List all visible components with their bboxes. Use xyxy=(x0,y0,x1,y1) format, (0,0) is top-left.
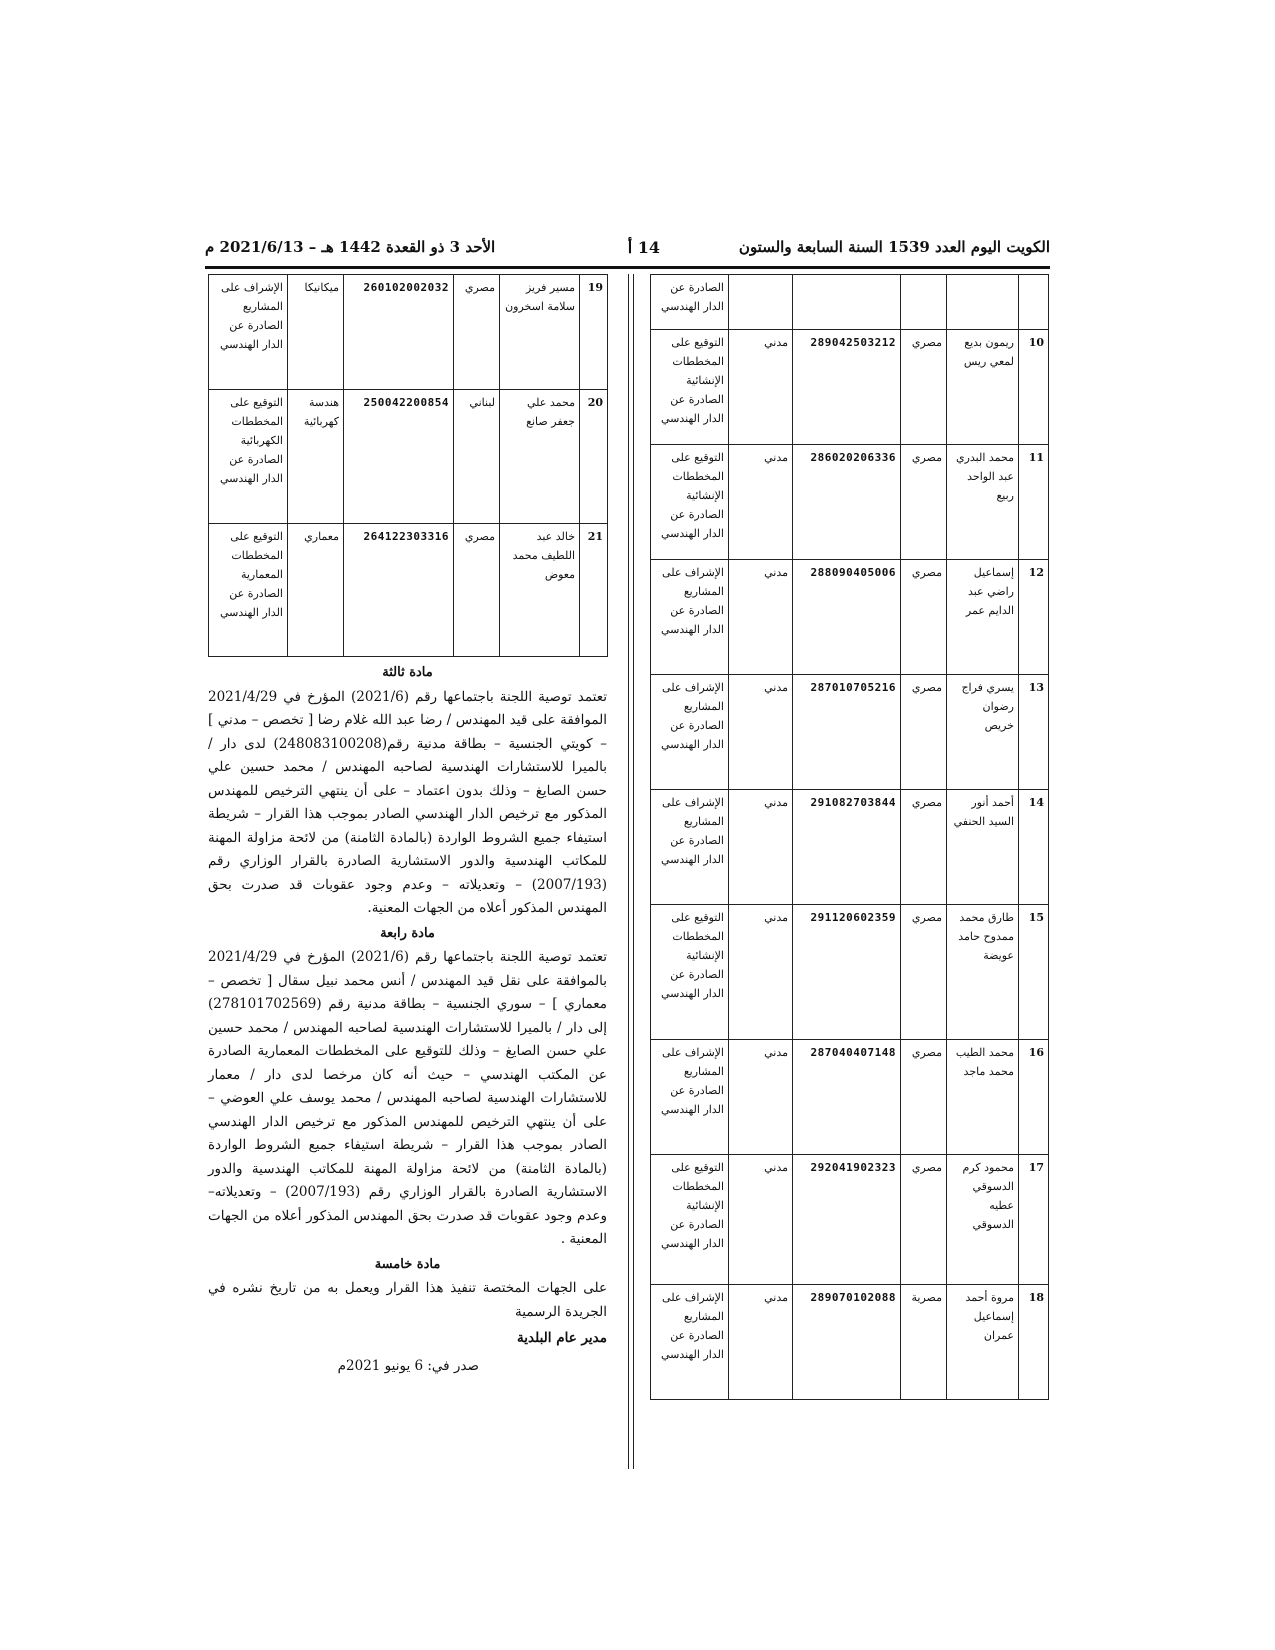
engineer-name: محمد علي جعفر صانع xyxy=(500,390,580,524)
specialty: ميكانيكا xyxy=(288,275,344,390)
issued-date-line xyxy=(208,1358,607,1374)
table-row xyxy=(651,790,1049,905)
engineer-name: أحمد أنور السيد الحنفي xyxy=(947,790,1019,905)
job-description: الإشراف على المشاريع الصادرة عن الدار الهندسي xyxy=(651,560,729,675)
job-description: التوقيع على المخططات الكهربائية الصادرة عن الدار الهندسي xyxy=(209,390,288,524)
engineer-name: يسري فراج رضوان خريص xyxy=(947,675,1019,790)
article-five-text: على الجهات المختصة تنفيذ هذا القرار ويعمل به من تاريخ نشره في الجريدة الرسمية xyxy=(208,1280,607,1320)
engineer-name: إسماعيل راضي عبد الدايم عمر xyxy=(947,560,1019,675)
table-row xyxy=(209,275,608,390)
job-description: الإشراف على المشاريع الصادرة عن الدار الهندسي xyxy=(651,675,729,790)
civil-id: 288090405006 xyxy=(793,560,901,675)
engineer-name: خالد عبد اللطيف محمد معوض xyxy=(500,524,580,657)
engineers-table-right xyxy=(650,274,1049,1400)
issued-date: صدر في: 6 يونيو 2021م xyxy=(337,1358,479,1374)
table-row xyxy=(209,524,608,657)
civil-id xyxy=(793,275,901,330)
civil-id: 287010705216 xyxy=(793,675,901,790)
row-number: 20 xyxy=(580,390,608,524)
table-row xyxy=(651,445,1049,560)
column-divider xyxy=(633,274,634,1469)
table-row xyxy=(651,330,1049,445)
article-four-text: تعتمد توصية اللجنة باجتماعها رقم (2021/6) المؤرخ في 2021/4/29 بالموافقة على نقل قيد المهندس / أنس محمد نبيل سقال [ تخصص – معماري ] – سوري الجنسية – بطاقة مدنية رقم (278101702569) إلى دار / بالميرا للاستشارات الهندسية لصاحبه المهندس / محمد حسين علي حسن الصايغ – وذلك للتوقيع على المخططات المعمارية الصادرة عن المكتب الهندسي – حيث أنه كان مرخصا لدى دار / معمار للاستشارات الهندسية لصاحبه المهندس / محمد يوسف علي العوضي – على أن ينتهي الترخيص للمهندس المذكور مع ترخيص الدار الهندسي الصادر بموجب هذا القرار – شريطة استيفاء جميع الشروط الواردة (بالمادة الثامنة) من لائحة مزاولة المهنة للمكاتب الهندسية والدور الاستشارية الصادرة بالقرار الوزاري رقم (2007/193) – وتعديلاته– وعدم وجود عقوبات قد صدرت بحق المهندس المذكور أعلاه من الجهات المعنية . xyxy=(208,949,607,1247)
row-number: 19 xyxy=(580,275,608,390)
nationality: مصري xyxy=(901,445,947,560)
row-number: 17 xyxy=(1019,1155,1049,1285)
row-number xyxy=(1019,275,1049,330)
specialty: مدني xyxy=(729,905,793,1040)
table-row xyxy=(651,905,1049,1040)
job-description: الإشراف على المشاريع الصادرة عن الدار الهندسي xyxy=(651,1040,729,1155)
article-three-text: تعتمد توصية اللجنة باجتماعها رقم (2021/6) المؤرخ في 2021/4/29 الموافقة على قيد المهندس / رضا عبد الله غلام رضا [ تخصص – مدني ] – كويتي الجنسية – بطاقة مدنية رقم(248083100208) لدى دار / بالميرا للاستشارات الهندسية لصاحبه المهندس / محمد حسين علي حسن الصايغ – وذلك بدون اعتماد – على أن ينتهي الترخيص للمهندس المذكور مع ترخيص الدار الهندسي الصادر بموجب هذا القرار – شريطة استيفاء جميع الشروط الواردة (بالمادة الثامنة) من لائحة مزاولة المهنة للمكاتب الهندسية والدور الاستشارية الصادرة بالقرار الوزاري رقم (2007/193) – وتعديلاته – وعدم وجود عقوبات قد صدرت بحق المهندس المذكور أعلاه من الجهات المعنية. xyxy=(208,688,607,916)
nationality: مصري xyxy=(454,524,500,657)
engineer-name: محمد الطيب محمد ماجد xyxy=(947,1040,1019,1155)
engineer-name: محمد البدري عبد الواحد ربيع xyxy=(947,445,1019,560)
engineers-table-left xyxy=(208,274,608,657)
article-three-title: مادة ثالثة xyxy=(382,665,433,680)
table-row xyxy=(651,560,1049,675)
job-description: التوقيع على المخططات الإنشائية الصادرة عن الدار الهندسي xyxy=(651,445,729,560)
article-four-title: مادة رابعة xyxy=(380,925,435,941)
articles-body xyxy=(208,660,607,1324)
specialty: مدني xyxy=(729,790,793,905)
page-header xyxy=(205,238,1050,262)
issue-date: الأحد 3 ذو القعدة 1442 هـ – 2021/6/13 م xyxy=(205,238,496,256)
specialty xyxy=(729,275,793,330)
job-description: التوقيع على المخططات الإنشائية الصادرة عن الدار الهندسي xyxy=(651,905,729,1040)
job-description: الإشراف على المشاريع الصادرة عن الدار الهندسي xyxy=(651,1285,729,1400)
nationality xyxy=(901,275,947,330)
table-row xyxy=(651,1040,1049,1155)
job-description: الإشراف على المشاريع الصادرة عن الدار الهندسي xyxy=(209,275,288,390)
nationality: مصري xyxy=(901,790,947,905)
table-row xyxy=(651,675,1049,790)
nationality: مصري xyxy=(901,560,947,675)
engineer-name: طارق محمد ممدوح حامد عويضة xyxy=(947,905,1019,1040)
page-number: 14 أ xyxy=(627,238,660,257)
specialty: مدني xyxy=(729,1155,793,1285)
engineer-name: ريمون بديع لمعي ريس xyxy=(947,330,1019,445)
table-row xyxy=(651,1285,1049,1400)
job-description: الصادرة عن الدار الهندسي xyxy=(651,275,729,330)
nationality: مصري xyxy=(901,1040,947,1155)
engineer-name: مسير فريز سلامة اسخرون xyxy=(500,275,580,390)
row-number: 12 xyxy=(1019,560,1049,675)
publication-title: الكويت اليوم العدد 1539 السنة السابعة والستون xyxy=(738,238,1050,256)
specialty: مدني xyxy=(729,1285,793,1400)
row-number: 16 xyxy=(1019,1040,1049,1155)
table-row xyxy=(651,1155,1049,1285)
table-row xyxy=(651,275,1049,330)
row-number: 14 xyxy=(1019,790,1049,905)
job-description: التوقيع على المخططات الإنشائية الصادرة عن الدار الهندسي xyxy=(651,330,729,445)
nationality: مصري xyxy=(901,905,947,1040)
job-description: التوقيع على المخططات المعمارية الصادرة عن الدار الهندسي xyxy=(209,524,288,657)
article-five-title: مادة خامسة xyxy=(374,1256,441,1272)
row-number: 10 xyxy=(1019,330,1049,445)
civil-id: 291082703844 xyxy=(793,790,901,905)
civil-id: 260102002032 xyxy=(344,275,454,390)
specialty: مدني xyxy=(729,330,793,445)
specialty: مدني xyxy=(729,675,793,790)
table-row xyxy=(209,390,608,524)
row-number: 21 xyxy=(580,524,608,657)
engineer-name xyxy=(947,275,1019,330)
row-number: 13 xyxy=(1019,675,1049,790)
civil-id: 291120602359 xyxy=(793,905,901,1040)
nationality: لبناني xyxy=(454,390,500,524)
engineer-name: محمود كرم الدسوقي عطيه الدسوقي xyxy=(947,1155,1019,1285)
specialty: معماري xyxy=(288,524,344,657)
job-description: التوقيع على المخططات الإنشائية الصادرة عن الدار الهندسي xyxy=(651,1155,729,1285)
nationality: مصري xyxy=(454,275,500,390)
row-number: 18 xyxy=(1019,1285,1049,1400)
column-divider xyxy=(628,274,629,1469)
nationality: مصري xyxy=(901,1155,947,1285)
civil-id: 289070102088 xyxy=(793,1285,901,1400)
nationality: مصري xyxy=(901,330,947,445)
nationality: مصرية xyxy=(901,1285,947,1400)
civil-id: 289042503212 xyxy=(793,330,901,445)
row-number: 11 xyxy=(1019,445,1049,560)
specialty: مدني xyxy=(729,560,793,675)
civil-id: 250042200854 xyxy=(344,390,454,524)
engineer-name: مروة أحمد إسماعيل عمران xyxy=(947,1285,1019,1400)
civil-id: 292041902323 xyxy=(793,1155,901,1285)
specialty: مدني xyxy=(729,445,793,560)
row-number: 15 xyxy=(1019,905,1049,1040)
specialty: هندسة كهربائية xyxy=(288,390,344,524)
nationality: مصري xyxy=(901,675,947,790)
civil-id: 286020206336 xyxy=(793,445,901,560)
civil-id: 264122303316 xyxy=(344,524,454,657)
job-description: الإشراف على المشاريع الصادرة عن الدار الهندسي xyxy=(651,790,729,905)
specialty: مدني xyxy=(729,1040,793,1155)
header-rule xyxy=(205,266,1050,269)
signature: مدير عام البلدية xyxy=(517,1330,607,1346)
civil-id: 287040407148 xyxy=(793,1040,901,1155)
